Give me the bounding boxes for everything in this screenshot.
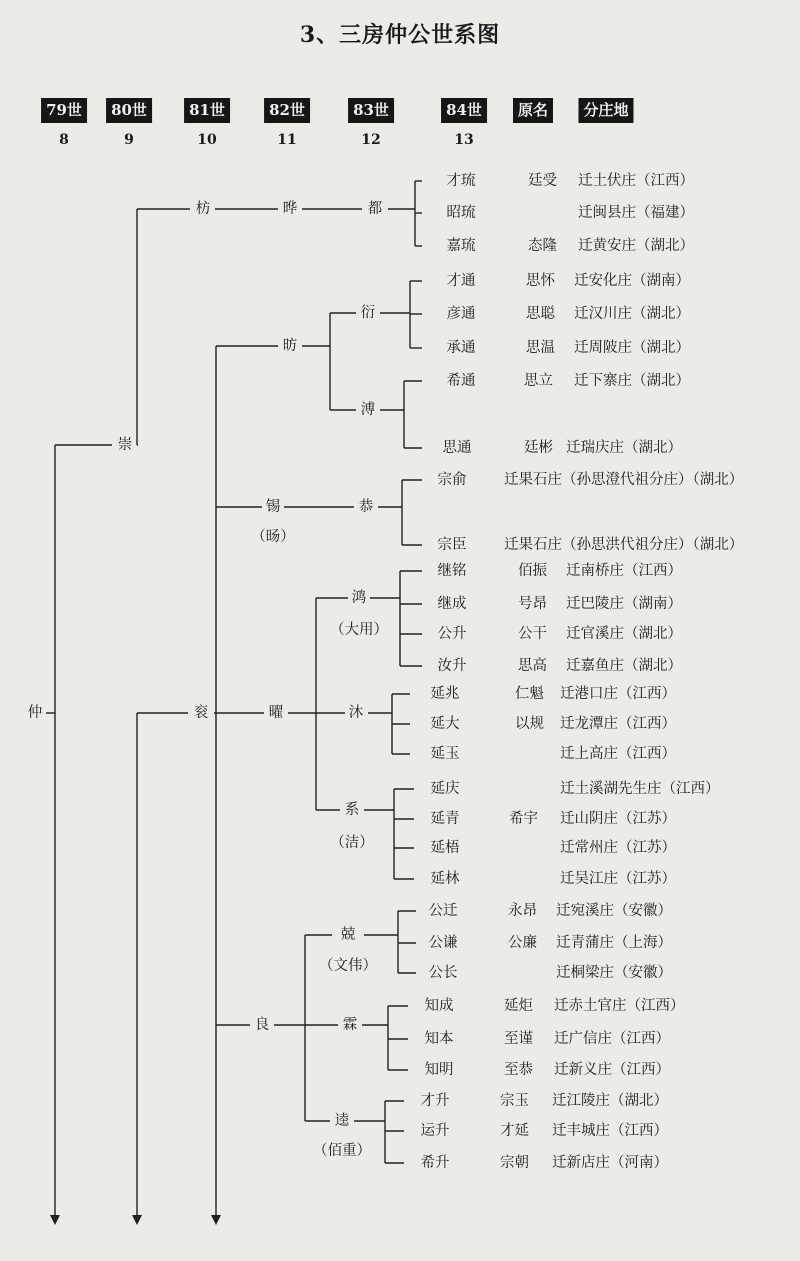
member-name: 承通 bbox=[446, 339, 476, 356]
original-name: 公廉 bbox=[508, 934, 537, 951]
original-name: 号昂 bbox=[518, 595, 547, 612]
member-name: 才琉 bbox=[446, 172, 476, 189]
member-name: 希升 bbox=[420, 1154, 450, 1171]
original-name: 仁魁 bbox=[515, 685, 544, 702]
member-name: 希通 bbox=[446, 372, 476, 389]
branch-destination: 迁果石庄（孙思洪代祖分庄）（湖北） bbox=[504, 536, 744, 553]
gen10-node: 昉 bbox=[282, 337, 298, 354]
gen11-alt-name: （文伟） bbox=[319, 957, 377, 974]
gen10-node: 枋 bbox=[195, 200, 211, 217]
member-name: 公谦 bbox=[428, 934, 458, 951]
branch-destination: 迁下寨庄（湖北） bbox=[574, 372, 690, 389]
generation-number: 10 bbox=[197, 132, 217, 148]
branch-destination: 迁南桥庄（江西） bbox=[566, 562, 682, 579]
original-name: 思高 bbox=[518, 657, 547, 674]
gen11-node: 都 bbox=[367, 200, 383, 217]
generation-header: 82世 bbox=[264, 98, 310, 123]
continuation-arrow bbox=[50, 1215, 60, 1225]
member-name: 宗俞 bbox=[437, 471, 467, 488]
branch-destination: 迁港口庄（江西） bbox=[560, 685, 676, 702]
branch-destination: 迁宛溪庄（安徽） bbox=[556, 902, 672, 919]
branch-destination: 迁土伏庄（江西） bbox=[578, 172, 694, 189]
original-name: 宗玉 bbox=[500, 1092, 529, 1109]
original-name: 公干 bbox=[518, 625, 547, 642]
member-name: 昭琉 bbox=[446, 204, 476, 221]
member-name: 知明 bbox=[424, 1061, 454, 1078]
branch-destination: 迁土溪湖先生庄（江西） bbox=[560, 780, 720, 797]
root-node: 仲 bbox=[27, 704, 43, 721]
gen11-node: 逵 bbox=[334, 1112, 350, 1129]
gen10-alt-name: （旸） bbox=[251, 528, 295, 545]
gen11-node: 鸿 bbox=[351, 589, 367, 606]
member-name: 公迁 bbox=[428, 902, 458, 919]
member-name: 才升 bbox=[420, 1092, 450, 1109]
gen11-alt-name: （洁） bbox=[330, 834, 374, 851]
original-name: 才延 bbox=[500, 1122, 529, 1139]
branch-destination: 迁安化庄（湖南） bbox=[574, 272, 690, 289]
branch-destination: 迁江陵庄（湖北） bbox=[552, 1092, 668, 1109]
original-name: 宗朝 bbox=[500, 1154, 529, 1171]
gen9-node: 崇 bbox=[117, 436, 133, 453]
branch-destination: 迁新义庄（江西） bbox=[554, 1061, 670, 1078]
branch-destination: 迁黄安庄（湖北） bbox=[578, 237, 694, 254]
branch-destination: 迁丰城庄（江西） bbox=[552, 1122, 668, 1139]
branch-destination: 迁果石庄（孙思澄代祖分庄）（湖北） bbox=[504, 471, 744, 488]
original-name: 态隆 bbox=[528, 237, 557, 254]
gen12-node: 衍 bbox=[360, 304, 376, 321]
branch-destination: 迁龙潭庄（江西） bbox=[560, 715, 676, 732]
generation-number: 11 bbox=[277, 132, 297, 148]
gen11-node: 恭 bbox=[358, 498, 374, 515]
member-name: 公长 bbox=[428, 964, 458, 981]
gen11-node: 沐 bbox=[348, 704, 364, 721]
branch-destination: 迁上高庄（江西） bbox=[560, 745, 676, 762]
original-name: 至谨 bbox=[504, 1030, 533, 1047]
generation-header: 原名 bbox=[513, 98, 553, 123]
original-name: 永昂 bbox=[508, 902, 537, 919]
member-name: 延大 bbox=[430, 715, 460, 732]
original-name: 思聪 bbox=[526, 305, 555, 322]
continuation-arrow bbox=[132, 1215, 142, 1225]
gen10-node: 锡 bbox=[265, 498, 281, 515]
generation-header: 81世 bbox=[184, 98, 230, 123]
gen9-node: 衮 bbox=[193, 704, 209, 721]
gen10-node: 曜 bbox=[268, 704, 284, 721]
branch-destination: 迁周陂庄（湖北） bbox=[574, 339, 690, 356]
branch-destination: 迁广信庄（江西） bbox=[554, 1030, 670, 1047]
generation-number: 13 bbox=[454, 132, 474, 148]
branch-destination: 迁赤土官庄（江西） bbox=[554, 997, 685, 1014]
page-title: 3、三房仲公世系图 bbox=[299, 22, 501, 48]
branch-destination: 迁常州庄（江苏） bbox=[560, 839, 676, 856]
member-name: 延梧 bbox=[430, 839, 460, 856]
member-name: 汝升 bbox=[437, 657, 467, 674]
generation-header: 80世 bbox=[106, 98, 152, 123]
gen11-alt-name: （大用） bbox=[330, 621, 388, 638]
branch-destination: 迁闽县庄（福建） bbox=[578, 204, 694, 221]
gen12-node: 溥 bbox=[360, 401, 376, 418]
member-name: 知本 bbox=[424, 1030, 454, 1047]
generation-header: 分庄地 bbox=[578, 98, 633, 123]
branch-destination: 迁桐梁庄（安徽） bbox=[556, 964, 672, 981]
original-name: 思温 bbox=[526, 339, 555, 356]
member-name: 才通 bbox=[446, 272, 476, 289]
branch-destination: 迁青蒲庄（上海） bbox=[556, 934, 672, 951]
original-name: 思立 bbox=[524, 372, 553, 389]
gen11-node: 晔 bbox=[282, 200, 298, 217]
generation-number: 9 bbox=[124, 132, 134, 148]
member-name: 思通 bbox=[442, 439, 472, 456]
branch-destination: 迁巴陵庄（湖南） bbox=[566, 595, 682, 612]
member-name: 宗臣 bbox=[437, 536, 467, 553]
generation-header: 79世 bbox=[41, 98, 87, 123]
branch-destination: 迁汉川庄（湖北） bbox=[574, 305, 690, 322]
original-name: 以规 bbox=[515, 715, 544, 732]
original-name: 廷彬 bbox=[524, 439, 553, 456]
member-name: 延兆 bbox=[430, 685, 460, 702]
member-name: 延林 bbox=[430, 870, 460, 887]
gen11-node: 系 bbox=[344, 801, 360, 818]
branch-destination: 迁新店庄（河南） bbox=[552, 1154, 668, 1171]
branch-destination: 迁官溪庄（湖北） bbox=[566, 625, 682, 642]
gen10-node: 良 bbox=[254, 1016, 270, 1033]
branch-destination: 迁山阴庄（江苏） bbox=[560, 810, 676, 827]
original-name: 延炬 bbox=[504, 997, 533, 1014]
original-name: 廷受 bbox=[528, 172, 557, 189]
member-name: 知成 bbox=[424, 997, 454, 1014]
branch-destination: 迁嘉鱼庄（湖北） bbox=[566, 657, 682, 674]
member-name: 继成 bbox=[437, 595, 467, 612]
member-name: 延庆 bbox=[430, 780, 460, 797]
member-name: 延青 bbox=[430, 810, 460, 827]
generation-header: 84世 bbox=[441, 98, 487, 123]
branch-destination: 迁瑞庆庄（湖北） bbox=[566, 439, 682, 456]
member-name: 继铭 bbox=[437, 562, 467, 579]
original-name: 思怀 bbox=[526, 272, 555, 289]
original-name: 至恭 bbox=[504, 1061, 533, 1078]
member-name: 彦通 bbox=[446, 305, 476, 322]
member-name: 延玉 bbox=[430, 745, 460, 762]
original-name: 希宇 bbox=[509, 810, 538, 827]
member-name: 运升 bbox=[420, 1122, 450, 1139]
gen11-node: 兢 bbox=[340, 926, 356, 943]
generation-number: 8 bbox=[59, 132, 69, 148]
member-name: 嘉琉 bbox=[446, 237, 476, 254]
gen11-node: 霖 bbox=[342, 1016, 358, 1033]
member-name: 公升 bbox=[437, 625, 467, 642]
branch-destination: 迁吴江庄（江苏） bbox=[560, 870, 676, 887]
continuation-arrow bbox=[211, 1215, 221, 1225]
original-name: 佰振 bbox=[518, 562, 547, 579]
generation-number: 12 bbox=[361, 132, 381, 148]
gen11-alt-name: （佰重） bbox=[313, 1142, 371, 1159]
generation-header: 83世 bbox=[348, 98, 394, 123]
